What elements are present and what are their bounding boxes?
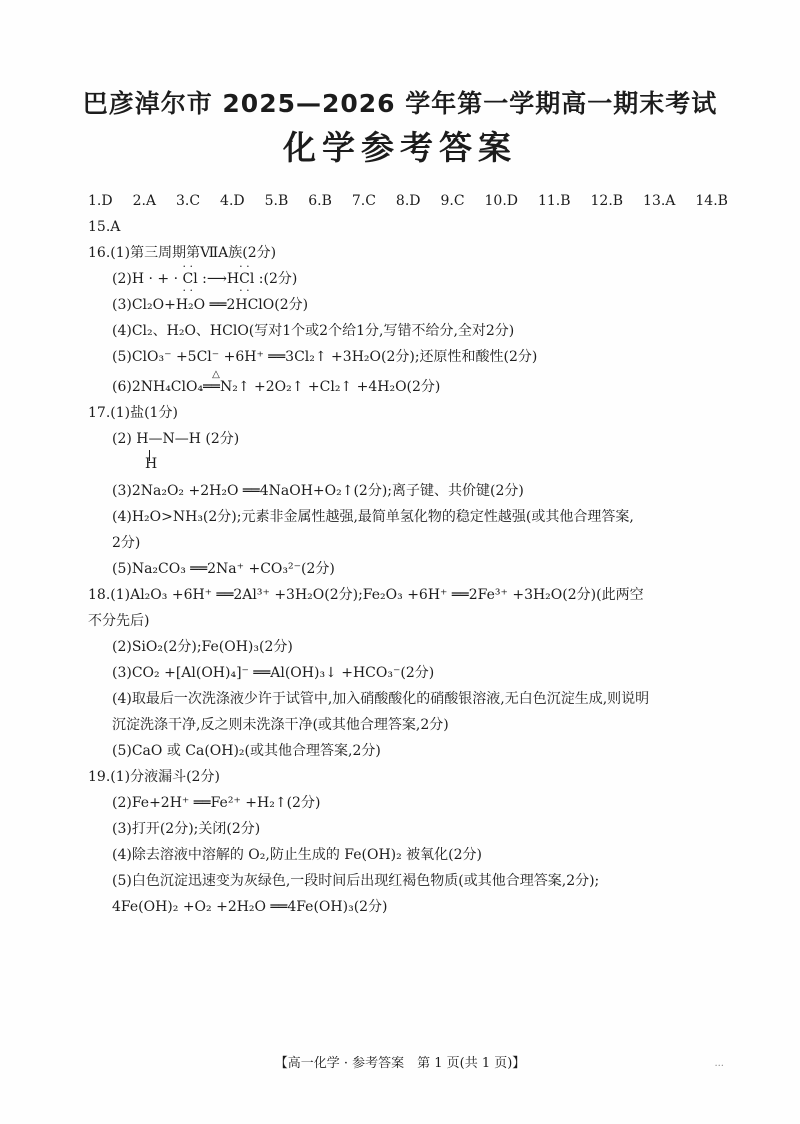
multiple-choice-row-1 (88, 188, 728, 214)
mc-answer: 2.A (132, 193, 157, 209)
structure-h-below: H (145, 456, 158, 472)
q16-part3: (3)Cl₂O+H₂O ══2HClO(2分) (112, 297, 309, 313)
mc-answer: 13.A (643, 193, 676, 209)
q17-part5: (5)Na₂CO₃ ══2Na⁺ +CO₃²⁻(2分) (112, 561, 335, 577)
q19-part4: (4)除去溶液中溶解的 O₂,防止生成的 Fe(OH)₂ 被氧化(2分) (112, 847, 483, 863)
page-footer: 【高一化学 · 参考答案 第 1 页(共 1 页)】 (274, 1056, 526, 1071)
q18-part2: (2)SiO₂(2分);Fe(OH)₃(2分) (112, 639, 293, 655)
q18-part3: (3)CO₂ +[Al(OH)₄]⁻ ══Al(OH)₃↓ +HCO₃⁻(2分) (112, 665, 435, 681)
q19-part5: (5)白色沉淀迅速变为灰绿色,一段时间后出现红褐色物质(或其他合理答案,2分); (112, 873, 600, 889)
q16-part1: 16.(1)第三周期第ⅦA族(2分) (88, 245, 277, 261)
mc-answer: 10.D (484, 193, 519, 209)
q19-part3: (3)打开(2分);关闭(2分) (112, 821, 261, 837)
q19-part5-cont: 4Fe(OH)₂ +O₂ +2H₂O ══4Fe(OH)₃(2分) (112, 899, 388, 915)
mc-answer: 9.C (440, 193, 465, 209)
mc-answer: 15.A (88, 219, 121, 235)
chlorine-electron-dots: · · Cl · · (239, 266, 254, 292)
q18-part4-cont: 沉淀洗涤干净,反之则未洗涤干净(或其他合理答案,2分) (112, 717, 449, 733)
q18-part4: (4)取最后一次洗涤液少许于试管中,加入硝酸酸化的硝酸银溶液,无白色沉淀生成,则说明 (112, 691, 650, 707)
q17-part4-cont: 2分) (112, 535, 141, 551)
answer-key-title: 化学参考答案 (283, 128, 517, 167)
answer-content (88, 188, 728, 920)
q17-part4: (4)H₂O>NH₃(2分);元素非金属性越强,最简单氢化物的稳定性越强(或其他合理答案, (112, 509, 634, 525)
q18-part5: (5)CaO 或 Ca(OH)₂(或其他合理答案,2分) (112, 743, 381, 759)
heating-triangle-equals: △ ══ (203, 370, 220, 404)
mc-answer: 6.B (308, 193, 332, 209)
multiple-choice-row-2 (88, 214, 728, 240)
corner-mark: ... (714, 1058, 724, 1069)
q16-part5: (5)ClO₃⁻ +5Cl⁻ +6H⁺ ══3Cl₂↑ +3H₂O(2分);还原性和酸性(2分) (112, 349, 538, 365)
q17-part2-nh3-structure: (2) H—N—H (2分) H (112, 431, 240, 472)
q18-part1-cont: 不分先后) (88, 613, 150, 629)
q16-part6: (6)2NH₄ClO₄△ ══N₂↑ +2O₂↑ +Cl₂↑ +4H₂O(2分) (88, 370, 728, 400)
mc-answer: 12.B (590, 193, 624, 209)
mc-answer: 3.C (176, 193, 201, 209)
mc-answer: 7.C (351, 193, 376, 209)
mc-answer: 11.B (537, 193, 571, 209)
q19-part1: 19.(1)分液漏斗(2分) (88, 769, 220, 785)
q17-part1: 17.(1)盐(1分) (88, 405, 178, 421)
q17-part3: (3)2Na₂O₂ +2H₂O ══4NaOH+O₂↑(2分);离子键、共价键(2分) (112, 483, 524, 499)
mc-answer: 14.B (695, 193, 728, 209)
mc-answer: 5.B (264, 193, 289, 209)
q18-part1: 18.(1)Al₂O₃ +6H⁺ ══2Al³⁺ +3H₂O(2分);Fe₂O₃ +6H⁺ ══2Fe³⁺ +3H₂O(2分)(此两空 (88, 587, 644, 603)
q16-part4: (4)Cl₂、H₂O、HClO(写对1个或2个给1分,写错不给分,全对2分) (112, 323, 515, 339)
q19-part2: (2)Fe+2H⁺ ══Fe²⁺ +H₂↑(2分) (112, 795, 321, 811)
exam-title: 巴彦淖尔市 2025—2026 学年第一学期高一期末考试 (82, 89, 718, 118)
mc-answer: 4.D (220, 193, 245, 209)
q16-part2: (2)H · + · · · Cl · · :⟶H· · Cl · · :(2分) (88, 266, 728, 292)
mc-answer: 8.D (395, 193, 421, 209)
mc-answer: 1.D (88, 193, 113, 209)
chlorine-electron-dots: · · Cl · · (182, 266, 197, 292)
